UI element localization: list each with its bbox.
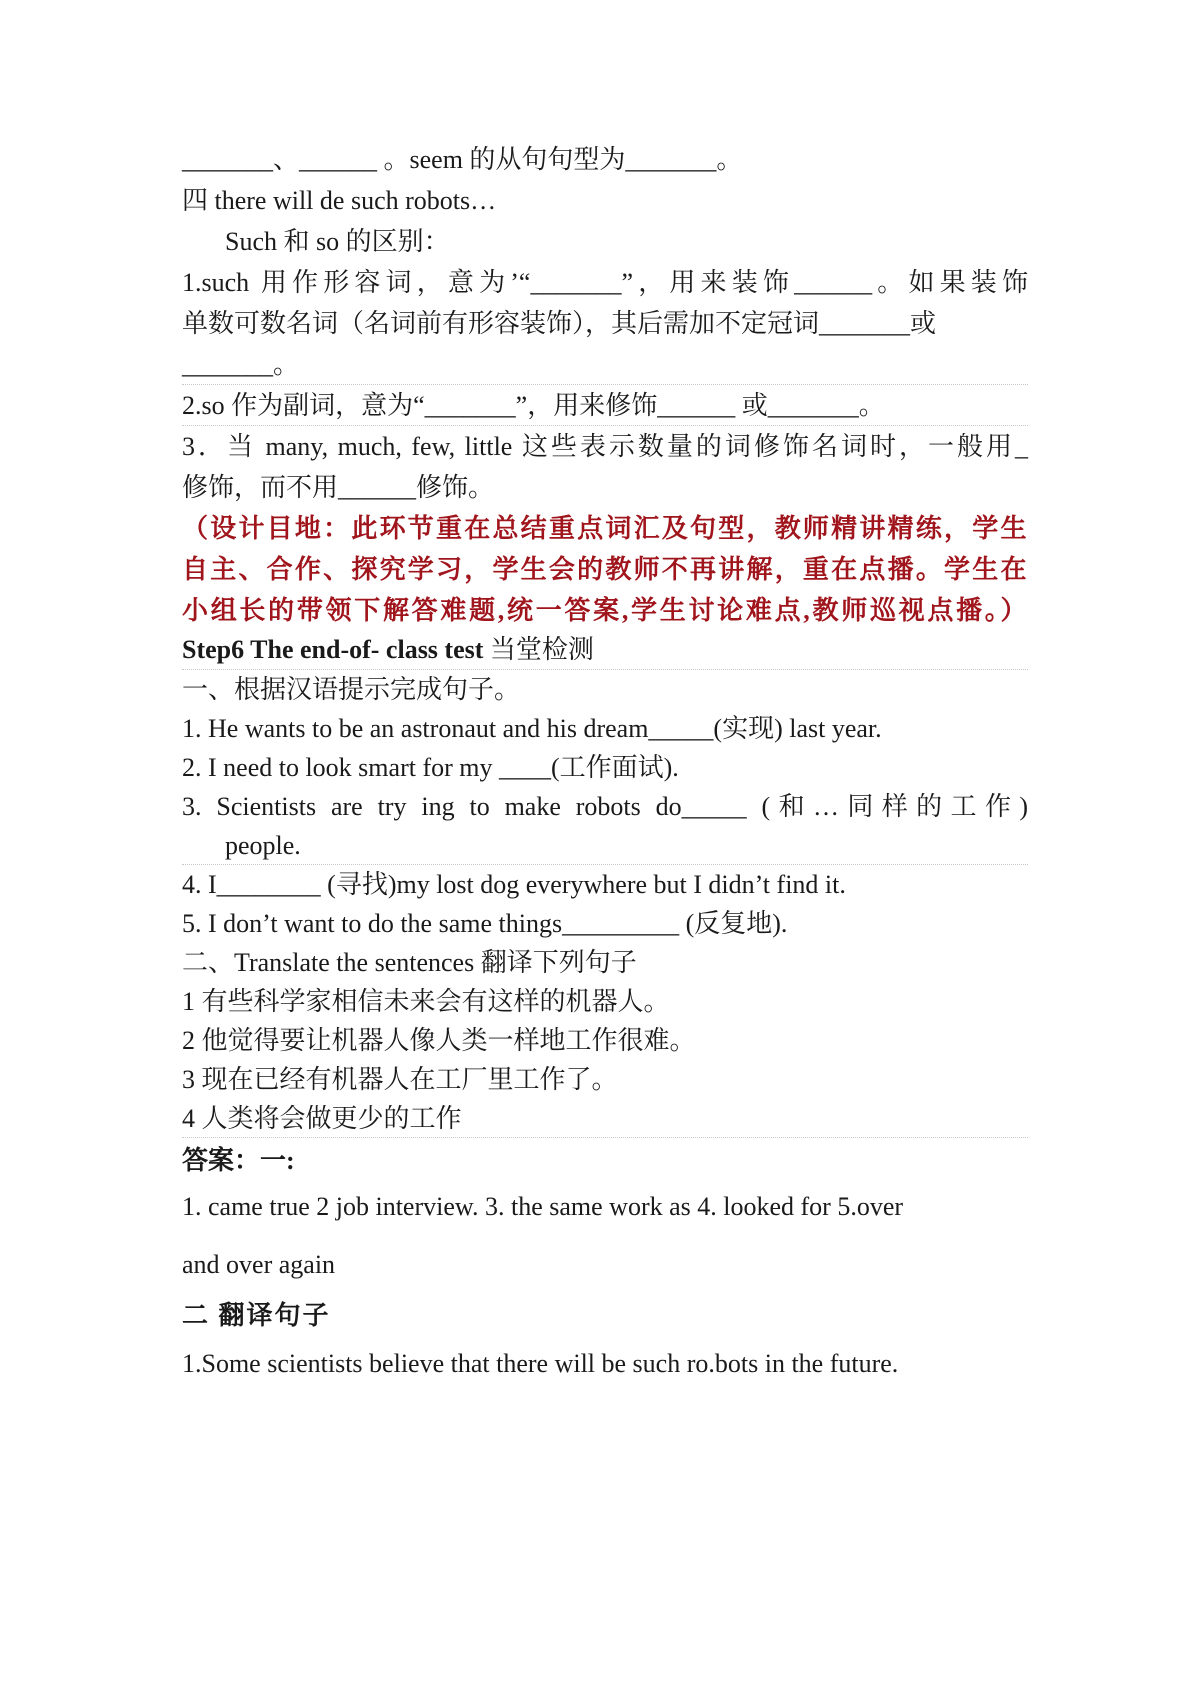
answers-part-one-line-2: and over again [182,1250,336,1279]
exercise-two-heading: 二、Translate the sentences 翻译下列句子 [182,948,637,977]
step6-subtitle: 当堂检测 [483,635,594,664]
exercise-one-item-4: 4. I________ (寻找)my lost dog everywhere but I didn’t find it. [182,870,846,899]
design-purpose-line-2: 自主、合作、探究学习，学生会的教师不再讲解，重在点播。学生在 [182,555,1028,584]
dotted-divider [182,425,1028,426]
design-purpose-line-1: （设计目地：此环节重在总结重点词汇及句型，教师精讲精练，学生 [182,514,1028,543]
seem-clause-blank-line: _______、______ 。seem 的从句句型为_______。 [182,145,743,174]
answers-part-two-line-1: 1.Some scientists believe that there will be such ro.bots in the future. [182,1349,899,1378]
such-so-difference-heading: Such 和 so 的区别： [225,227,450,256]
such-usage-line-1: 1.such 用作形容词，意为’“_______”，用来装饰______。如果装饰 [182,268,1028,297]
dotted-divider [182,669,1028,670]
exercise-one-item-5: 5. I don’t want to do the same things_________ (反复地). [182,909,788,938]
so-usage-line: 2.so 作为副词，意为“_______”，用来修饰______ 或_______。 [182,391,885,420]
answers-part-two-heading: 二 翻译句子 [182,1301,331,1330]
dotted-divider [182,1137,1028,1138]
section-four-heading: 四 there will de such robots… [182,186,497,215]
exercise-one-item-3-cont: people. [225,831,301,860]
quantity-words-line-2: 修饰，而不用______修饰。 [182,473,495,502]
translation-item-4: 4 人类将会做更少的工作 [182,1104,462,1133]
exercise-one-heading: 一、根据汉语提示完成句子。 [182,675,521,704]
quantity-words-line-1: 3．当 many, much, few, little 这些表示数量的词修饰名词时，一般用_ [182,432,1028,461]
answers-heading: 答案：一: [182,1146,295,1175]
exercise-one-item-3: 3. Scientists are try ing to make robots do_____ (和…同样的工作) [182,792,1028,821]
translation-item-2: 2 他觉得要让机器人像人类一样地工作很难。 [182,1026,696,1055]
such-usage-line-3: _______。 [182,350,300,379]
translation-item-3: 3 现在已经有机器人在工厂里工作了。 [182,1065,618,1094]
step6-heading [182,632,1028,668]
dotted-divider [182,384,1028,385]
exercise-one-item-2: 2. I need to look smart for my ____(工作面试). [182,753,679,782]
such-usage-line-2: 单数可数名词（名词前有形容装饰），其后需加不定冠词_______或 [182,309,937,338]
dotted-divider [182,864,1028,865]
step6-title: Step6 The end-of- class test [182,635,484,664]
answers-part-one-line-1: 1. came true 2 job interview. 3. the same work as 4. looked for 5.over [182,1192,904,1221]
exercise-one-item-1: 1. He wants to be an astronaut and his dream_____(实现) last year. [182,714,882,743]
translation-item-1: 1 有些科学家相信未来会有这样的机器人。 [182,987,670,1016]
design-purpose-line-3: 小组长的带领下解答难题,统一答案,学生讨论难点,教师巡视点播。） [182,596,1028,625]
